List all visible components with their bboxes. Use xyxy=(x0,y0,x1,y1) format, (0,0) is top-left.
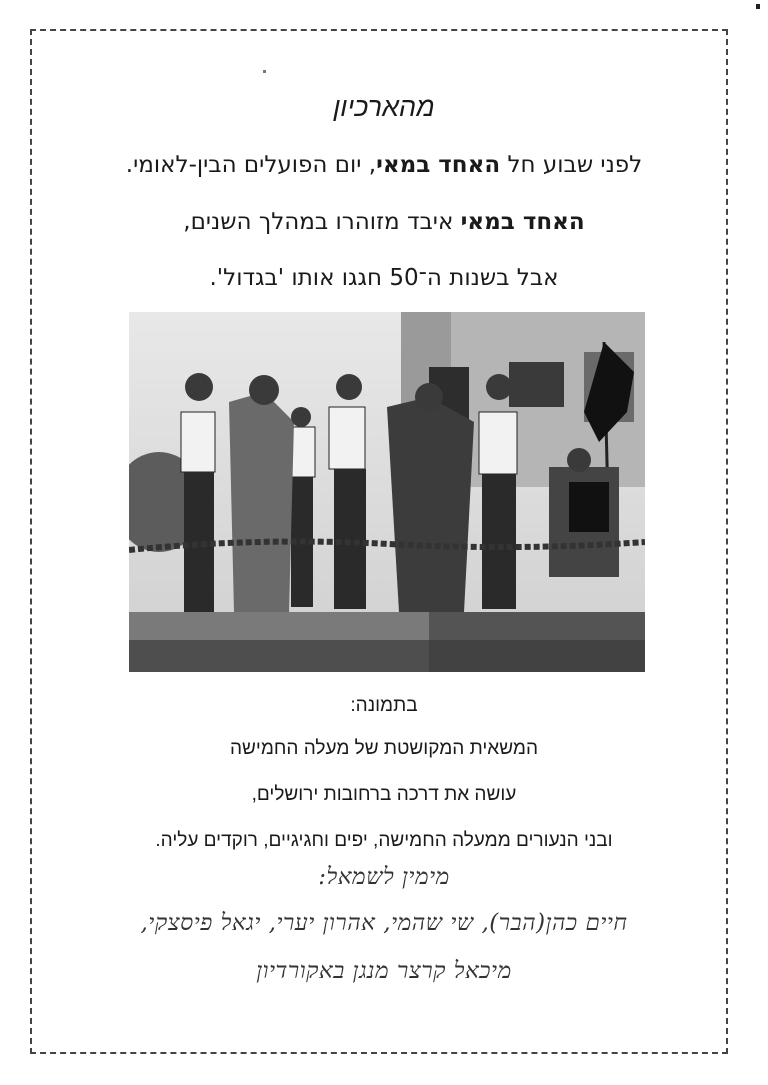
archive-photo xyxy=(129,312,645,672)
caption-line-3: ובני הנעורים ממעלה החמישה, יפים וחגיגיים, רוקדים עליה. xyxy=(155,830,613,851)
intro-line-2 xyxy=(60,209,708,235)
intro-bold: האחד במאי xyxy=(460,209,585,235)
intro-text: איבד מזוהרו במהלך השנים, xyxy=(183,209,461,235)
scan-speck xyxy=(263,70,266,73)
photo-illustration xyxy=(129,312,645,672)
intro-line-1 xyxy=(60,152,708,178)
intro-line-3: אבל בשנות ה־50 חגגו אותו 'בגדול'. xyxy=(209,265,559,291)
intro-text: , יום הפועלים הבין-לאומי. xyxy=(125,152,377,178)
intro-text: לפני שבוע חל xyxy=(500,152,643,178)
handwritten-line-3: מיכאל קרצר מנגן באקורדיון xyxy=(256,958,512,984)
page-title: מהארכיון xyxy=(333,92,435,122)
scan-speck xyxy=(756,4,760,9)
intro-bold: האחד במאי xyxy=(376,152,501,178)
caption-line-2: עושה את דרכה ברחובות ירושלים, xyxy=(251,784,517,805)
handwritten-line-1: מימין לשמאל: xyxy=(318,864,450,890)
caption-heading: בתמונה: xyxy=(350,695,418,716)
caption-line-1: המשאית המקושטת של מעלה החמישה xyxy=(230,738,538,759)
handwritten-line-2: חיים כהן(הבר), שי שהמי, אהרון יערי, יגאל פיסצקי, xyxy=(140,910,628,936)
